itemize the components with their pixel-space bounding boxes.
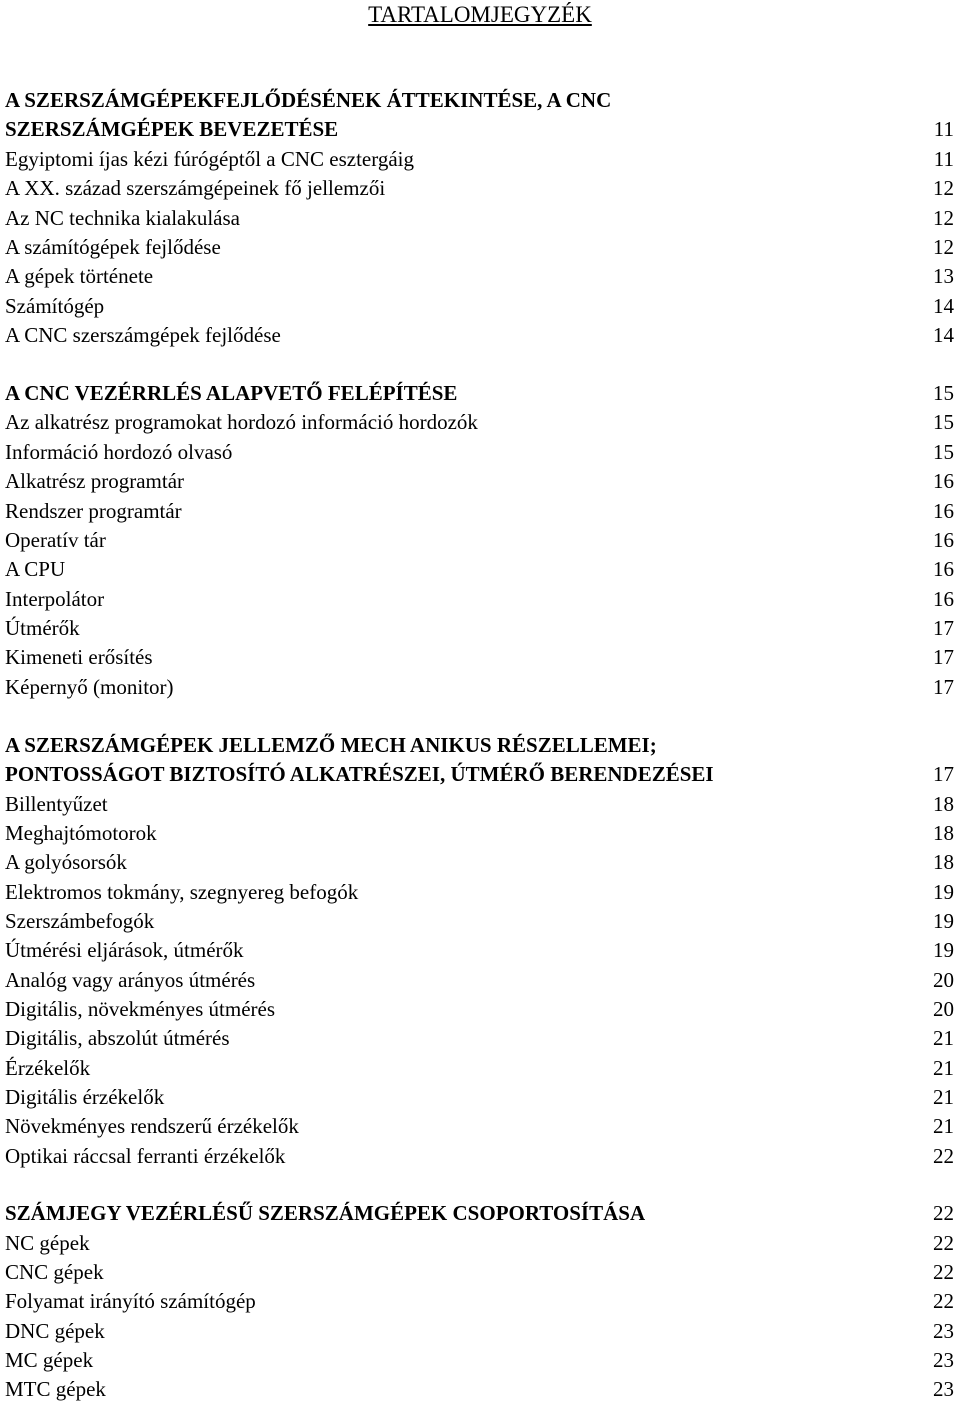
toc-entry-title: A CNC szerszámgépek fejlődése [5,323,281,347]
toc-entry[interactable] [5,438,954,467]
toc-page-number: 22 [933,1231,954,1255]
toc-entry-title: MC gépek [5,1348,94,1372]
toc-entry-title: A golyósorsók [5,850,127,874]
toc-entry[interactable] [5,467,954,496]
toc-entry[interactable] [5,292,954,321]
page-title: TARTALOMJEGYZÉK [368,2,592,27]
toc-entry-title: Útmérési eljárások, útmérők [5,938,244,962]
toc-entry[interactable] [5,1142,954,1171]
toc-entry[interactable] [5,1112,954,1141]
toc-entry-title: Érzékelők [5,1056,91,1080]
toc-entry[interactable] [5,233,954,262]
toc-page-number: 17 [933,762,954,786]
toc-page-number: 16 [933,469,954,493]
toc-page-number: 23 [933,1348,954,1372]
toc-entry-title: SZERSZÁMGÉPEK BEVEZETÉSE [5,117,339,141]
toc-entry-title: A számítógépek fejlődése [5,235,221,259]
toc-page-number: 22 [933,1260,954,1284]
toc-chapter-entry[interactable] [5,115,954,144]
toc-page-number: 23 [933,1377,954,1401]
toc-entry-title: Elektromos tokmány, szegnyereg befogók [5,880,359,904]
toc-chapter-entry[interactable] [5,1199,954,1228]
toc-entry-title: A XX. század szerszámgépeinek fő jellemzői [5,176,386,200]
toc-entry[interactable] [5,1229,954,1258]
toc-entry-title: A CPU [5,557,66,581]
toc-entry[interactable] [5,966,954,995]
toc-page-number: 16 [933,528,954,552]
toc-page-number: 18 [933,792,954,816]
toc-page-number: 20 [933,968,954,992]
toc-chapter-entry[interactable] [5,379,954,408]
toc-page-number: 22 [933,1144,954,1168]
toc-entry[interactable] [5,614,954,643]
toc-entry[interactable] [5,848,954,877]
toc-entry-title: Optikai ráccsal ferranti érzékelők [5,1144,286,1168]
toc-entry[interactable] [5,145,954,174]
toc-page-number: 21 [933,1114,954,1138]
toc-page-number: 17 [933,675,954,699]
toc-page-number: 17 [933,645,954,669]
toc-entry-title: NC gépek [5,1231,90,1255]
toc-page-number: 22 [933,1201,954,1225]
toc-entry[interactable] [5,1024,954,1053]
toc-entry[interactable] [5,526,954,555]
toc-page-number: 15 [933,381,954,405]
toc-chapter-entry[interactable] [5,760,954,789]
toc-page-number: 11 [933,117,954,141]
toc-entry-title: Billentyűzet [5,792,108,816]
toc-entry-title: Digitális, abszolút útmérés [5,1026,230,1050]
toc-entry-title: Alkatrész programtár [5,469,185,493]
toc-entry[interactable] [5,555,954,584]
toc-entry[interactable] [5,204,954,233]
toc-entry-title: Folyamat irányító számítógép [5,1289,256,1313]
toc-entry[interactable] [5,936,954,965]
toc-page-number: 16 [933,499,954,523]
toc-entry[interactable] [5,643,954,672]
toc-entry-title: Analóg vagy arányos útmérés [5,968,256,992]
toc-page-number: 20 [933,997,954,1021]
toc-entry-title: A SZERSZÁMGÉPEK JELLEMZŐ MECH ANIKUS RÉSZELLEMEI; [5,733,657,757]
toc-entry[interactable] [5,819,954,848]
toc-page-number: 17 [933,616,954,640]
toc-entry[interactable] [5,262,954,291]
toc-page-number: 14 [933,294,954,318]
toc-entry-title: PONTOSSÁGOT BIZTOSÍTÓ ALKATRÉSZEI, ÚTMÉRŐ BERENDEZÉSEI [5,762,714,786]
toc-entry-title: Digitális érzékelők [5,1085,165,1109]
toc-entry-title: Egyiptomi íjas kézi fúrógéptől a CNC esztergáig [5,147,415,171]
toc-entry-title: Képernyő (monitor) [5,675,174,699]
toc-page-number: 14 [933,323,954,347]
toc-entry[interactable] [5,1054,954,1083]
toc-entry-title: A CNC VEZÉRRLÉS ALAPVETŐ FELÉPÍTÉSE [5,381,458,405]
toc-entry[interactable] [5,907,954,936]
toc-entry-title: Számítógép [5,294,105,318]
toc-chapter-entry[interactable] [5,86,954,115]
toc-entry-title: Digitális, növekményes útmérés [5,997,276,1021]
toc-entry[interactable] [5,790,954,819]
toc-entry-title: Információ hordozó olvasó [5,440,233,464]
toc-chapter-entry[interactable] [5,731,954,760]
toc-page-number: 12 [933,176,954,200]
toc-page-number: 13 [933,264,954,288]
toc-page-number: 19 [933,938,954,962]
toc-entry-title: SZÁMJEGY VEZÉRLÉSŰ SZERSZÁMGÉPEK CSOPORTOSÍTÁSA [5,1201,646,1225]
toc-page-number: 18 [933,850,954,874]
toc-page-number: 15 [933,440,954,464]
toc-entry[interactable] [5,878,954,907]
toc-entry[interactable] [5,174,954,203]
toc-entry[interactable] [5,1346,954,1375]
toc-page-number: 11 [933,147,954,171]
toc-page-number: 15 [933,410,954,434]
toc-page-number: 12 [933,206,954,230]
toc-entry-title: MTC gépek [5,1377,106,1401]
toc-entry[interactable] [5,673,954,702]
toc-entry-title: DNC gépek [5,1319,105,1343]
toc-page-number: 23 [933,1319,954,1343]
toc-page-number: 16 [933,587,954,611]
toc-entry-title: Meghajtómotorok [5,821,157,845]
toc-entry[interactable] [5,1317,954,1346]
toc-page-number: 22 [933,1289,954,1313]
toc-page-number: 12 [933,235,954,259]
toc-entry[interactable] [5,1375,954,1404]
toc-entry-title: Útmérők [5,616,80,640]
toc-page-number: 16 [933,557,954,581]
toc-page-number: 19 [933,880,954,904]
toc-entry[interactable] [5,1258,954,1287]
toc-entry-title: CNC gépek [5,1260,104,1284]
toc-entry[interactable] [5,408,954,437]
toc-entry[interactable] [5,497,954,526]
toc-page-number: 21 [933,1056,954,1080]
toc-entry-title: Az NC technika kialakulása [5,206,240,230]
toc-entry-title: Növekményes rendszerű érzékelők [5,1114,299,1138]
toc-page-number: 21 [933,1026,954,1050]
toc-entry-title: Az alkatrész programokat hordozó információ hordozók [5,410,478,434]
toc-entry-title: Kimeneti erősítés [5,645,153,669]
toc-entry[interactable] [5,585,954,614]
toc-entry-title: Interpolátor [5,587,105,611]
toc-entry[interactable] [5,995,954,1024]
toc-page-number: 21 [933,1085,954,1109]
toc-page-number: 18 [933,821,954,845]
toc-page-number: 19 [933,909,954,933]
toc-entry-title: A gépek története [5,264,154,288]
toc-entry[interactable] [5,1083,954,1112]
toc-entry[interactable] [5,1287,954,1316]
toc-entry-title: Szerszámbefogók [5,909,155,933]
toc-entry-title: Rendszer programtár [5,499,182,523]
toc-entry[interactable] [5,321,954,350]
toc-entry-title: Operatív tár [5,528,106,552]
toc-entry-title: A SZERSZÁMGÉPEKFEJLŐDÉSÉNEK ÁTTEKINTÉSE, A CNC [5,88,612,112]
